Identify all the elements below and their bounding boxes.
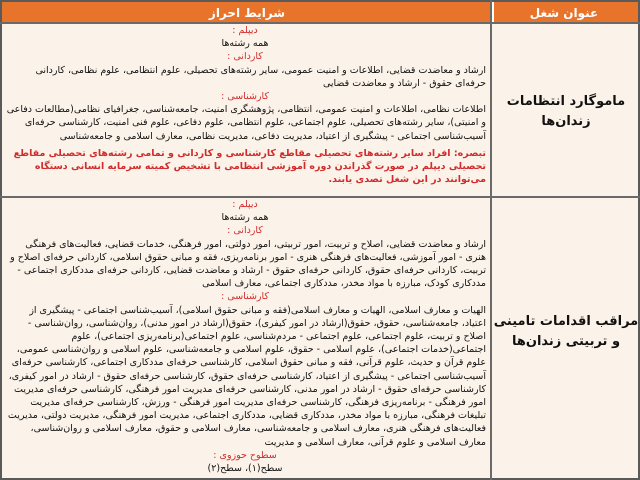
header-job-title: عنوان شغل: [490, 2, 638, 24]
job-title-guard: ماموگارد انتظامات زندان‌ها: [506, 94, 626, 129]
diploma-value: همه رشته‌ها: [221, 212, 269, 224]
bachelor-label: کارشناسی :: [221, 91, 269, 103]
associate-text: ارشاد و معاضدت قضایی، اصلاح و تربیت، امور تربیتی، امور دولتی، امور فرهنگی، خدمات قضایی، فعالیت‌های فرهنگی هنری - امور آموزشی، فعالیت‌های فرهنگی هنری - امور برنامه‌ریزی، فقه و مبانی حقوق اسلامی، کاردانی حرفه‌ای اصلاح و تربیت، کاردانی حرفه‌ای حقوق، کاردانی حرفه‌ای حقوق - ارشاد و معاضدت قضایی، کاردانی حرفه‌ای مددکاری اجتماعی - مددکاری کودک، مبارزه با مواد مخدر، مددکاری اجتماعی، معارف اسلامی: [10, 238, 486, 290]
bachelor-text: اطلاعات نظامی، اطلاعات و امنیت عمومی، انتظامی، پژوهشگری امنیت، جامعه‌شناسی، جغرافیای نظامی(مطالعات دفاعی و امنیتی)، سایر رشته‌های تحصیلی، علوم اجتماعی، علوم انتظامی، علوم دفاعی، علوم فنی امنیت، کارشناسی حرفه‌ای آسیب‌شناسی اجتماعی - پیشگیری از اعتیاد، مدیریت دفاعی، مدیریت نظامی، معارف اسلامی و جامعه‌شناسی: [6, 104, 486, 142]
diploma-value: همه رشته‌ها: [221, 38, 269, 50]
bachelor-text: الهیات و معارف اسلامی، الهیات و معارف اسلامی(فقه و مبانی حقوق اسلامی)، آسیب‌شناسی اجتماعی - پیشگیری از اعتیاد، جامعه‌شناسی، حقوق، حقوق(ارشاد در امور کیفری)، حقوق(ارشاد در امور مدنی)، روان‌شناسی، روان‌شناسی - اصلاح و تربیت، علوم اجتماعی، علوم اجتماعی - مردم‌شناسی، علوم اجتماعی(برنامه‌ریزی اجتماعی)، علوم اجتماعی(خدمات اجتماعی)، علوم اسلامی - حقوق، علوم اسلامی و جامعه‌شناسی، علوم اسلامی و روان‌شناسی عمومی، علوم قرآن و حدیث، علوم قرآنی، فقه و مبانی حقوق اسلامی، کارشناسی حرفه‌ای مددکاری اجتماعی، کارشناسی حرفه‌ای آسیب‌شناسی اجتماعی - پیشگیری از اعتیاد، کارشناسی حرفه‌ای حقوق، کارشناسی حرفه‌ای حقوق - ارشاد در امور کیفری، کارشناسی حرفه‌ای حقوق - ارشاد در امور مدنی، کارشناسی حرفه‌ای مدیریت امور فرهنگی، کارشناسی حرفه‌ای مدیریت امور فرهنگی - برنامه‌ریزی فرهنگی، کارشناسی حرفه‌ای مدیریت امور فرهنگی - ورزش، کارشناسی حرفه‌ای مدیریت تبلیغات فرهنگی، مبارزه با مواد مخدر، مددکاری قضایی، مددکاری اجتماعی، مدیریت امور فرهنگی، مدیریت دولتی، مدیریت فعالیت‌های فرهنگی هنری، معارف اسلامی و جامعه‌شناسی، معارف اسلامی و حقوق، معارف اسلامی و روان‌شناسی، معارف اسلامی و علوم قرآنی، معارف اسلامی و مدیریت: [7, 304, 486, 448]
associate-label: کاردانی :: [227, 225, 263, 237]
seminary-label: سطوح حوزوی :: [213, 449, 277, 461]
requirements-cell-supervisor: [4, 198, 486, 475]
bachelor-label: کارشناسی :: [221, 291, 269, 303]
associate-text: ارشاد و معاضدت قضایی، اطلاعات و امنیت عمومی، سایر رشته‌های تحصیلی، علوم انتظامی، علوم نظامی، کاردانی حرفه‌ای حقوق - ارشاد و معاضدت قضایی: [35, 64, 486, 89]
column-divider: [490, 0, 492, 480]
diploma-label: دیپلم :: [232, 25, 258, 36]
header-requirements: شرایط احراز: [2, 2, 494, 24]
seminary-text: سطح(۱)، سطح(۲): [207, 463, 283, 475]
requirements-cell-guard: [4, 24, 486, 186]
associate-label: کاردانی :: [227, 51, 263, 63]
job-title-supervisor: مراقب اقدامات تامینی و تربیتی زندان‌ها: [493, 314, 639, 349]
diploma-label: دیپلم :: [232, 199, 258, 210]
note-text: تبصره: افراد سایر رشته‌های تحصیلی مقاطع کارشناسی و کاردانی و تمامی رشته‌های تحصیلی مقاطع تحصیلی دیپلم در صورت گذراندن دوره آموزشی انتظامی با تشخیص کمیته سرمایه انسانی دستگاه می‌توانند در این شغل تصدی یابند.: [13, 147, 486, 186]
